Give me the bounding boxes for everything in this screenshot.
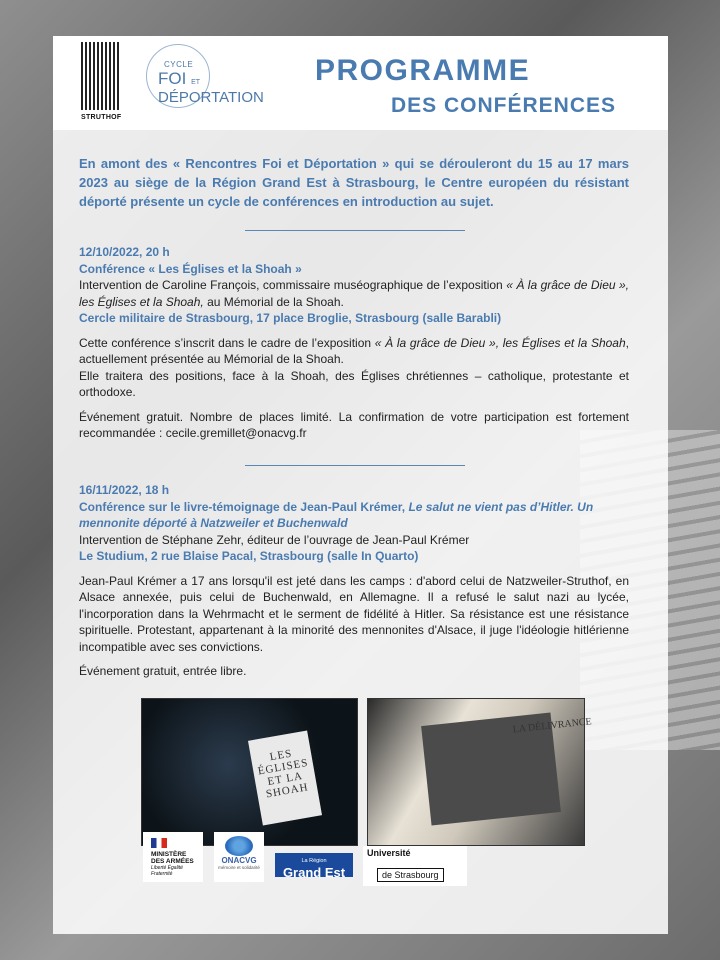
- page-title: PROGRAMME: [315, 54, 531, 87]
- struthof-logo: [81, 42, 125, 128]
- event-1-description-2: Elle traitera des positions, face à la Shoah, des Églises chrétiennes – catholique, protestante et orthodoxe.: [79, 368, 629, 399]
- event-1-info: Événement gratuit. Nombre de places limité. La confirmation de votre participation est fortement recommandée : cecile.gremillet@onacvg.fr: [79, 409, 629, 440]
- cornflower-icon: [225, 836, 253, 856]
- cycle-logo-foi: FOI ET: [158, 69, 201, 88]
- struthof-logo-bars: [81, 42, 121, 110]
- intro-paragraph: En amont des « Rencontres Foi et Déportation » qui se dérouleront du 15 au 17 mars 2023 au siège de la Région Grand Est à Strasbourg, le Centre européen du résistant déporté présente un cycle de conférences en introduction au sujet.: [79, 156, 629, 209]
- event-2-speaker: Intervention de Stéphane Zehr, éditeur de l’ouvrage de Jean-Paul Krémer: [79, 532, 470, 547]
- page-subtitle: DES CONFÉRENCES: [391, 94, 617, 117]
- photo-book-reader: [141, 698, 358, 846]
- program-sheet: [53, 36, 668, 934]
- onacvg-logo: ONACVG mémoire et solidarité: [214, 832, 264, 882]
- separator-1: [245, 230, 465, 231]
- region-grand-est-logo: La Région Grand Est: [275, 853, 353, 877]
- event-2: [79, 482, 629, 680]
- french-flag-icon: [151, 838, 167, 848]
- event-1-description: Cette conférence s’inscrit dans le cadre de l’exposition « À la grâce de Dieu », les Églises et la Shoah, actuellement présentée au Mémorial de la Shoah.: [79, 335, 629, 366]
- event-1-date: 12/10/2022, 20 h: [79, 245, 170, 259]
- header: [53, 36, 668, 130]
- cycle-logo-cycle: CYCLE: [164, 60, 194, 69]
- event-2-venue: Le Studium, 2 rue Blaise Pacal, Strasbourg (salle In Quarto): [79, 549, 419, 563]
- ministere-armees-logo: MINISTÈRE DES ARMÉES Liberté Égalité Fraternité: [143, 832, 203, 882]
- event-1-speaker: Intervention de Caroline François, commissaire muséographique de l’exposition « À la grâce de Dieu », les Églises et la Shoah, au Mémorial de la Shoah.: [79, 278, 630, 309]
- photo-book: LES ÉGLISES ET LA SHOAH: [248, 730, 322, 825]
- photo-open-book-page: LA DÉLIVRANCE: [421, 712, 561, 825]
- event-1-venue: Cercle militaire de Strasbourg, 17 place Broglie, Strasbourg (salle Barabli): [79, 311, 502, 325]
- event-1: [79, 244, 629, 442]
- cycle-logo: [146, 44, 266, 124]
- cycle-logo-deportation: DÉPORTATION: [158, 89, 264, 106]
- universite-strasbourg-logo: Université de Strasbourg: [363, 846, 467, 886]
- event-2-title: Conférence sur le livre-témoignage de Jean-Paul Krémer, Le salut ne vient pas d’Hitler. Un mennonite déporté à Natzweiler et Buchenwald: [79, 499, 594, 530]
- event-2-info: Événement gratuit, entrée libre.: [79, 664, 247, 678]
- event-1-title: Conférence « Les Églises et la Shoah »: [79, 261, 302, 276]
- photo-open-book: [367, 698, 593, 846]
- struthof-logo-label: STRUTHOF: [81, 114, 122, 121]
- event-2-date: 16/11/2022, 18 h: [79, 483, 170, 497]
- separator-2: [245, 465, 465, 466]
- event-2-description: Jean-Paul Krémer a 17 ans lorsqu'il est jeté dans les camps : d'abord celui de Natzweiler-Struthof, en Alsace annexée, puis celui de Buchenwald, en Allemagne. Il a refusé le salut nazi au lycée, l'incorporation dans la Wehrmacht et le serment de fidélité à Hitler. Sa résistance est une résistance spirituelle. Protestant, appartenant à la minorité des mennonites d'Alsace, il juge l'idéologie hitlérienne incompatible avec ses convictions.: [79, 573, 629, 654]
